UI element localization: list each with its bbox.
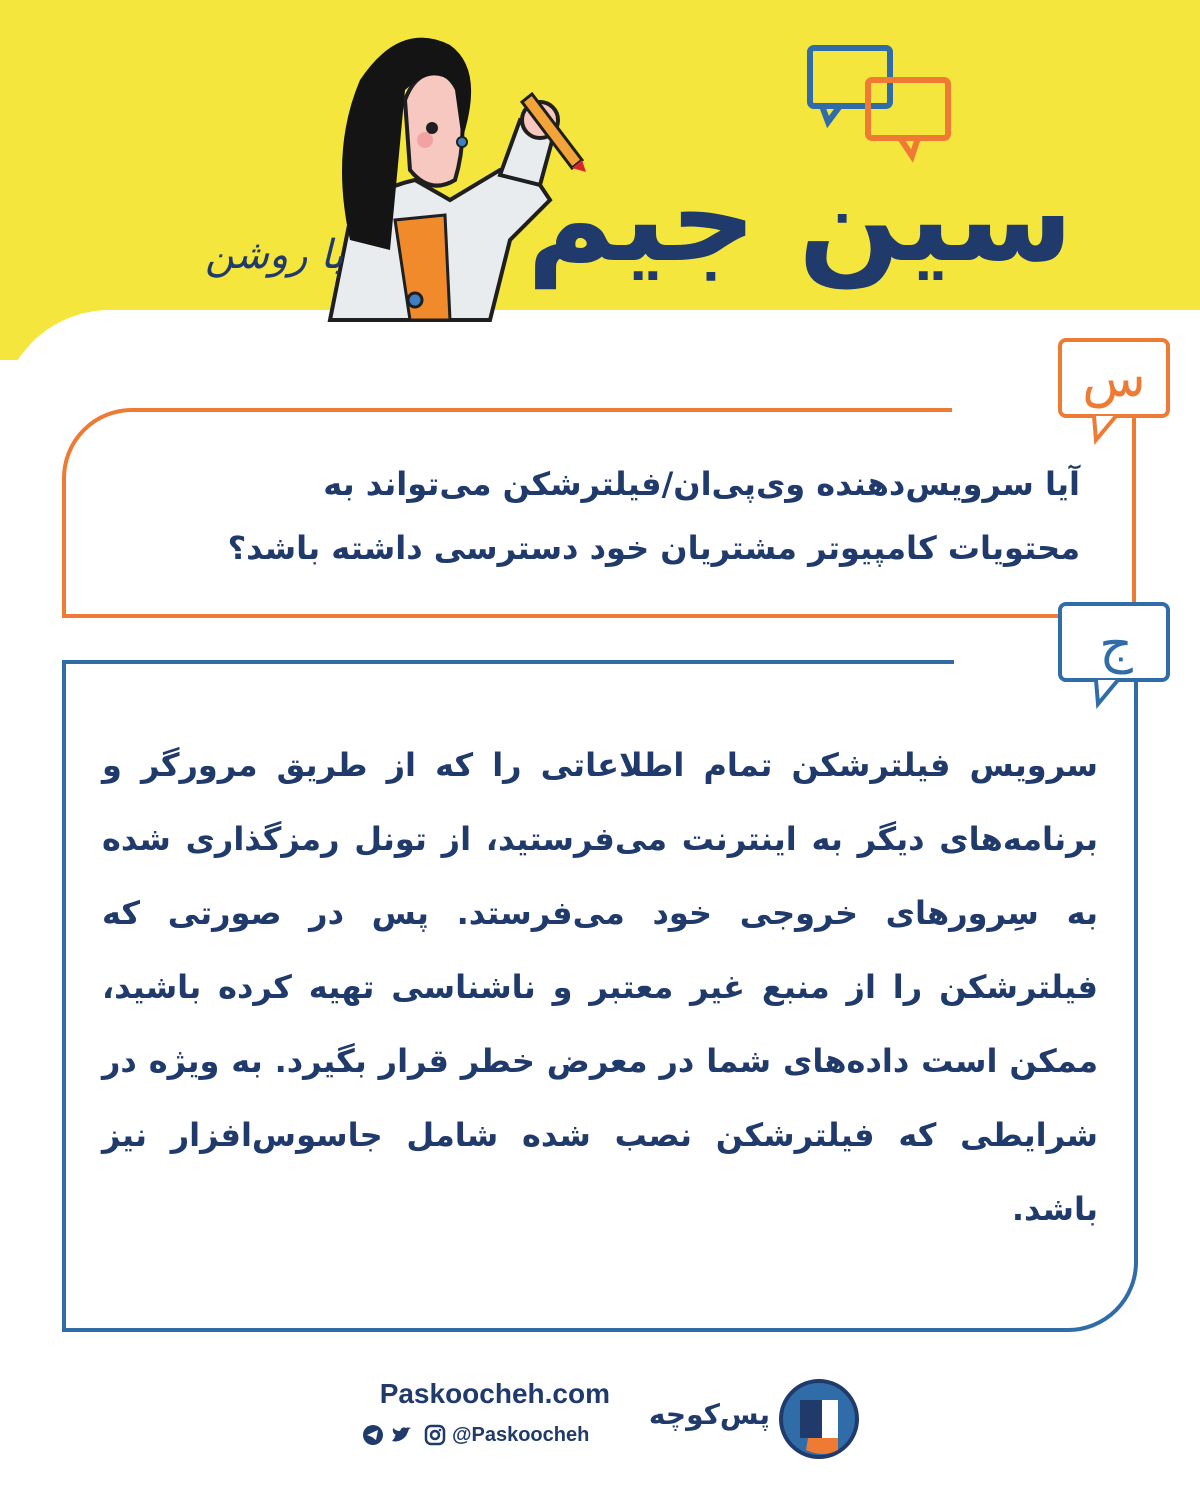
social-handle[interactable]: @Paskoocheh: [452, 1424, 590, 1446]
logo-title: سین جیم: [526, 150, 1074, 289]
twitter-icon[interactable]: [390, 1424, 412, 1446]
paskoocheh-logo-icon: [778, 1378, 860, 1460]
website-link[interactable]: Paskoocheh.com: [379, 1378, 610, 1409]
instagram-icon[interactable]: [424, 1424, 446, 1446]
answer-bubble-icon: [1052, 596, 1182, 716]
byline: با روشن: [205, 232, 344, 278]
svg-text:ج: ج: [1099, 615, 1133, 675]
brand-name: پس‌کوچه: [648, 1398, 770, 1431]
telegram-icon[interactable]: [362, 1424, 384, 1446]
svg-text:س: س: [1082, 349, 1146, 409]
answer-text: سرویس فیلترشکن تمام اطلاعاتی را که از طریق مرورگر و برنامه‌های دیگر به اینترنت می‌فرستید، از تونل رمزگذاری شده به سِرورهای خروجی خود می‌فرستد. پس در صورتی که فیلترشکن را از منبع غیر معتبر و ناشناسی تهیه کرده باشید، ممکن است داده‌های شما در معرض خطر قرار بگیرد. به ویژه در شرایطی که فیلترشکن نصب شده شامل جاسوس‌افزار نیز باشد.: [102, 746, 1098, 1228]
sin-jim-logo: [526, 40, 1074, 300]
question-bubble-icon: [1050, 332, 1180, 452]
question-text: آیا سرویس‌دهنده وی‌پی‌ان/فیلترشکن می‌تواند به محتویات کامپیوتر مشتریان خود دسترسی داشته باشد؟: [227, 465, 1080, 567]
